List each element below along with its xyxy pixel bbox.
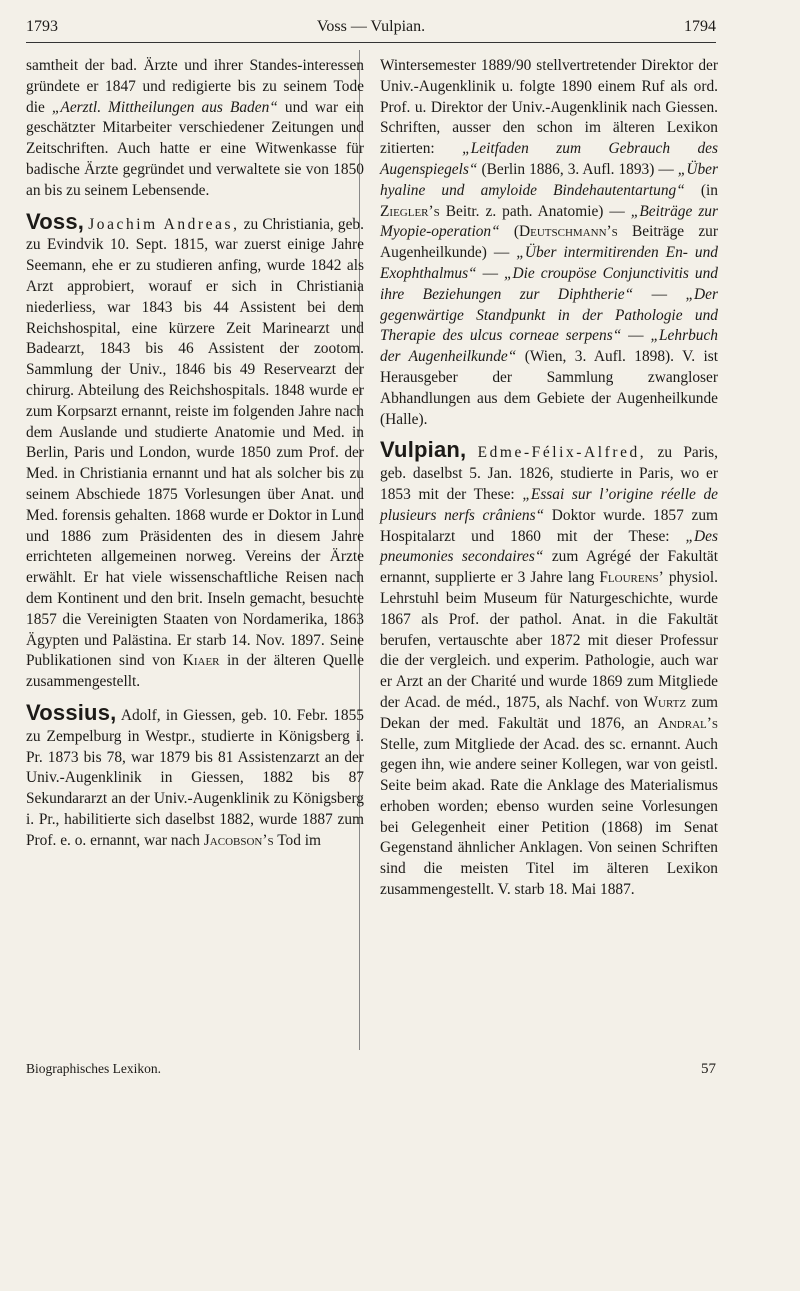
work-title: „Beiträge zur Myopie-operation“ [380,202,718,241]
header-rule [26,42,716,43]
name-ziegler: Ziegler’s [380,202,440,220]
name-jacobson: Jacobson’s [203,831,274,849]
entry-vulpian: Vulpian, Edme-Félix-Alfred, zu Paris, geb. daselbst 5. Jan. 1826, studierte in Paris, wo er 1853 mit der These: „Essai sur l’origine réelle de plusieurs nerfs crâniens“ Doktor wurde. 1857 zum Hospitalarzt und 1860 mit der These: „Des pneumonies secondaires“ zum Agrégé der Fakultät ernannt, supplierte er 3 Jahre lang Flourens’ physiol. Lehrstuhl beim Museum für Naturgeschichte, wurde 1867 als Prof. der pathol. Anat. in die Fakultät berufen, vertauschte aber 1872 mit dieser Professur die der vergleich. und experim. Pathologie, auch war er Arzt an der Charité und wurde 1869 zum Mitgliede der Acad. de méd., 1875, als Nachf. von Wurtz zum Dekan der med. Fakultät und 1876, an Andral’s Stelle, zum Mitgliede der Acad. des sc. ernannt. Auch gegen ihn, wie andere seiner Kollegen, war von geistl. Seite beim akad. Rate die Anklage des Materialismus erhoben worden; ebenso wurden seine Vorlesungen bei Gelegenheit einer Petition (1868) im Senat Gegenstand ähnlicher Anklagen. Von seinen Schriften sind die meisten Titel im älteren Lexikon zusammengestellt. V. starb 18. Mai 1887. [380,437,719,899]
entry-continuation: samtheit der bad. Ärzte und ihrer Standes-interessen gründete er 1847 und redigierte bis zu seinem Tode die „Aerztl. Mittheilungen aus Baden“ und war ein geschätzter Mitarbeiter verschiedener Zeitungen und Zeitschriften. Auch hatte er eine Witwenkasse für badische Ärzte gegründet und verwaltete sie von 1850 an bis zu seinem Lebensende. [26,57,364,199]
given-names-vossius: Adolf, [120,706,161,724]
running-title: Voss — Vulpian. [316,18,426,35]
thesis-title: „Des pneumonies secondaires“ [380,527,718,566]
given-names-vulpian: Edme-Félix-Alfred, [477,444,647,462]
work-title: „Über intermitirenden En- und Exophthalmus“ [380,244,718,282]
thesis-title: „Essai sur l’origine réelle de plusieurs nerfs crâniens“ [380,485,718,524]
given-names-voss: Joachim Andreas, [88,215,240,233]
page-number-right: 1794 [684,18,716,35]
right-column [380,56,718,901]
signature-mark: 57 [701,1061,716,1077]
entry-vossius: Vossius, Adolf, in Giessen, geb. 10. Febr. 1855 zu Zempelburg in Westpr., studierte in Königsberg i. Pr. 1873 bis 78, war 1879 bis 81 Assistenzarzt an der Univ.-Augenklinik in Giessen, 1882 bis 87 Sekundararzt an der Univ.-Augenklinik zu Königsberg i. Pr., habilitierte sich daselbst 1882, wurde 1887 zum Prof. e. o. ernannt, war nach Jacobson’s Tod im [26,699,364,849]
work-title: „Die croupöse Conjunctivitis und ihre Beziehungen zur Diphtherie“ [380,264,718,303]
name-andral: Andral’s [657,714,718,732]
work-title: „Lehrbuch der Augenheilkunde“ [380,327,718,366]
entry-voss: Voss, Joachim Andreas, zu Christiania, geb. zu Evindvik 10. Sept. 1815, war zuerst einige Jahre Seemann, ehe er zu studieren anfing, wurde 1842 als Arzt approbiert, worauf er sich in Christiania niederliess, war 1843 bis 44 Assistent bei dem Reichshospital, eine kürzere Zeit Marinearzt und Badearzt, 1843 bis 46 Assistent der zootom. Sammlung der Univ., 1846 bis 49 Reservearzt der chirurg. Abteilung des Reichshospitals. 1848 wurde er zum Korpsarzt ernannt, reiste im folgenden Jahre nach dem Auslande und studierte Anatomie und Med. in Berlin, Paris und London, wurde 1850 zum Prof. der Med. in Christiania ernannt und hat als solcher bis zu seinem Abschiede 1875 Vorlesungen über Anat. und Med. forensis gehalten. 1868 wurde er Doktor in Lund und 1886 zum Präsidenten des in diesem Jahre errichteten allgemeinen norweg. Vereins der Ärzte erwählt. Er hat viele wissenschaftliche Reisen nach dem Kontinent und den brit. Inseln gemacht, besuchte 1857 die Vereinigten Staaten von Nordamerika, 1863 Ägypten und Palästina. Er starb 14. Nov. 1897. Seine Publikationen sind von Kiaer in der älteren Quelle zusammengestellt. [26,208,365,691]
headword-vulpian: Vulpian, [380,437,467,463]
entry-vossius-continued: Wintersemester 1889/90 stellvertretender Direktor der Univ.-Augenklinik u. folgte 1890 einem Ruf als ord. Prof. u. Direktor der Univ.-Augenklinik nach Giessen. Schriften, ausser den schon im älteren Lexikon zitierten: „Leitfaden zum Gebrauch des Augenspiegels“ (Berlin 1886, 3. Aufl. 1893) — „Über hyaline und amyloide Bindehautentartung“ (in Ziegler’s Beitr. z. path. Anatomie) — „Beiträge zur Myopie-operation“ (Deutschmann’s Beiträge zur Augenheilkunde) — „Über intermitirenden En- und Exophthalmus“ — „Die croupöse Conjunctivitis und ihre Beziehungen zur Diphtherie“ — „Der gegenwärtige Standpunkt in der Pathologie und Therapie des ulcus corneae serpens“ — „Lehrbuch der Augenheilkunde“ (Wien, 3. Aufl. 1898). V. ist Herausgeber der Sammlung zwangloser Abhandlungen aus dem Gebiete der Augenheilkunde (Halle). [380,57,718,428]
name-kiaer: Kiaer [182,652,220,670]
running-header [26,14,716,42]
page-number-left: 1793 [26,18,58,35]
journal-title: „Aerztl. Mittheilungen aus Baden“ [51,98,278,116]
headword-voss: Voss, [26,208,85,234]
name-wurtz: Wurtz [643,693,687,711]
work-title: „Der gegenwärtige Standpunkt in der Pathologie und Therapie des ulcus corneae serpens“ [380,285,718,345]
work-title: „Über hyaline und amyloide Bindehautentartung“ [380,160,718,199]
name-flourens: Flourens’ [599,569,664,587]
name-deutschmann: Deutschmann’s [519,223,618,241]
book-title: Biographisches Lexikon. [26,1061,161,1076]
work-title: „Leitfaden zum Gebrauch des Augenspiegels“ [380,140,718,178]
headword-vossius: Vossius, [26,699,117,725]
left-column [26,56,364,851]
